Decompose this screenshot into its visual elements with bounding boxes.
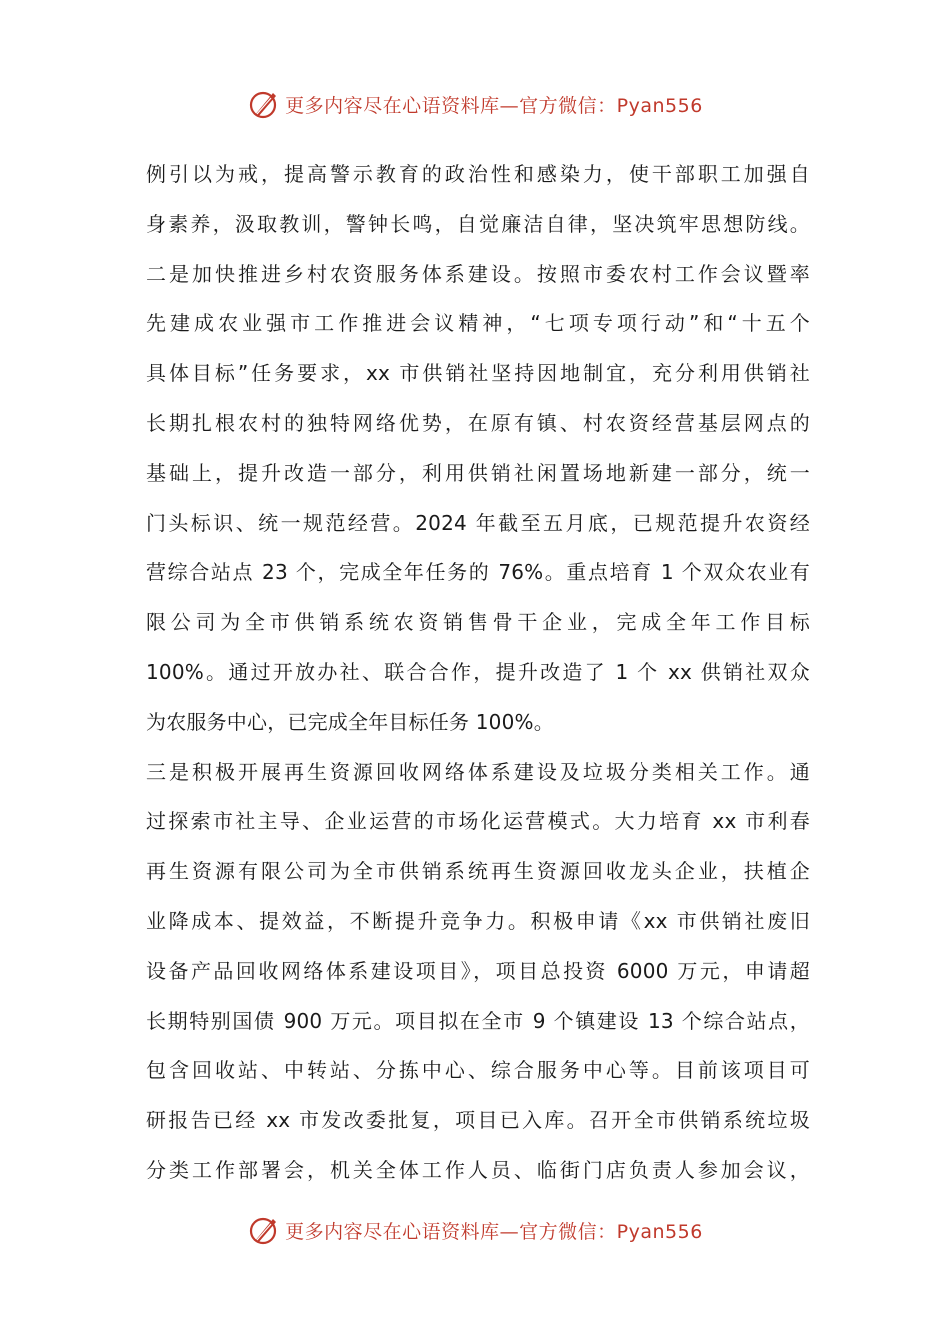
text-line: 过探索市社主导、企业运营的市场化运营模式。大力培育 xx 市利春	[146, 809, 810, 834]
banner-handle: Pyan556	[616, 94, 703, 117]
text-line: 100%。通过开放办社、联合合作，提升改造了 1 个 xx 供销社双众	[146, 659, 810, 684]
text-line: 具体目标”任务要求，xx 市供销社坚持因地制宜，充分利用供销社	[146, 361, 810, 386]
text-line: 身素养，汲取教训，警钟长鸣，自觉廉洁自律，坚决筑牢思想防线。	[146, 211, 810, 236]
text-line: 基础上，提升改造一部分，利用供销社闲置场地新建一部分，统一	[146, 460, 810, 485]
text-line: 设备产品回收网络体系建设项目》，项目总投资 6000 万元，申请超	[146, 958, 810, 983]
document-body	[146, 150, 810, 1196]
text-line: 分类工作部署会，机关全体工作人员、临街门店负责人参加会议，	[146, 1157, 810, 1182]
text-line: 营综合站点 23 个，完成全年任务的 76%。重点培育 1 个双众农业有	[146, 560, 810, 585]
text-line: 二是加快推进乡村农资服务体系建设。按照市委农村工作会议暨率	[146, 261, 810, 286]
text-line: 业降成本、提效益，不断提升竞争力。积极申请《xx 市供销社废旧	[146, 908, 810, 933]
header-banner	[0, 84, 950, 124]
text-line: 先建成农业强市工作推进会议精神，“七项专项行动”和“十五个	[146, 311, 810, 336]
text-line: 为农服务中心，已完成全年目标任务 100%。	[146, 709, 554, 734]
text-line: 限公司为全市供销系统农资销售骨干企业，完成全年工作目标	[146, 610, 810, 635]
text-line: 再生资源有限公司为全市供销系统再生资源回收龙头企业，扶植企	[146, 859, 810, 884]
text-line: 例引以为戒，提高警示教育的政治性和感染力，使干部职工加强自	[146, 162, 810, 186]
quill-pen-logo-icon	[247, 1213, 281, 1247]
banner-text: 更多内容尽在心语资料库—官方微信：Pyan556	[285, 1220, 703, 1243]
text-line: 研报告已经 xx 市发改委批复，项目已入库。召开全市供销系统垃圾	[146, 1108, 810, 1133]
text-line: 长期特别国债 900 万元。项目拟在全市 9 个镇建设 13 个综合站点，	[146, 1008, 810, 1033]
text-line: 门头标识、统一规范经营。2024 年截至五月底，已规范提升农资经	[146, 510, 810, 535]
text-line: 三是积极开展再生资源回收网络体系建设及垃圾分类相关工作。通	[146, 759, 810, 784]
footer-banner	[0, 1210, 950, 1250]
quill-pen-logo-icon	[247, 87, 281, 121]
banner-text: 更多内容尽在心语资料库—官方微信：Pyan556	[285, 94, 703, 117]
banner-handle: Pyan556	[616, 1220, 703, 1243]
text-line: 长期扎根农村的独特网络优势，在原有镇、村农资经营基层网点的	[146, 410, 810, 435]
text-line: 包含回收站、中转站、分拣中心、综合服务中心等。目前该项目可	[146, 1058, 810, 1083]
